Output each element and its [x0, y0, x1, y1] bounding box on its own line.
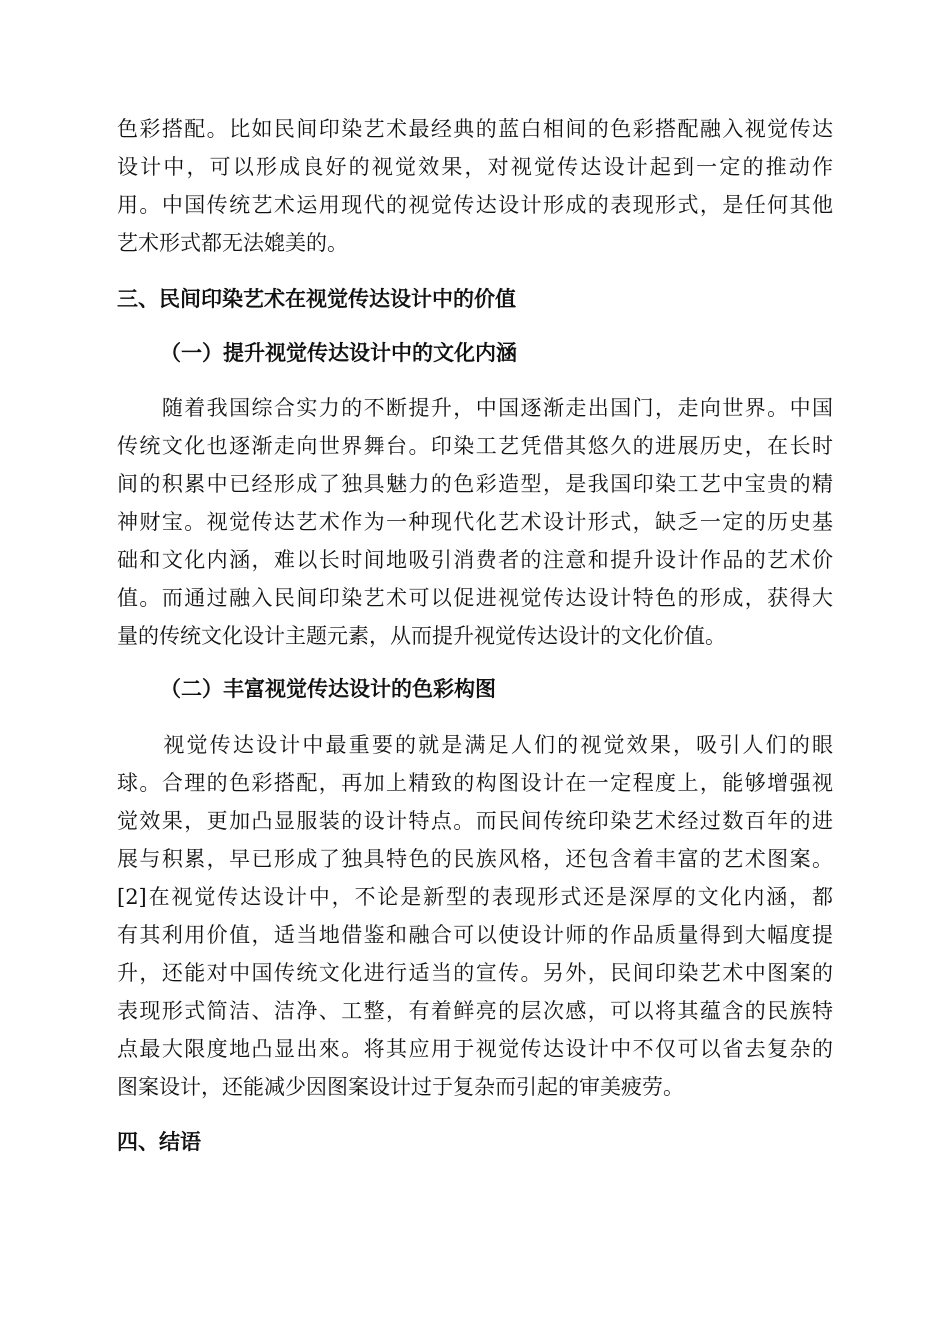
text-line: 展与积累，早已形成了独具特色的民族风格，还包含着丰富的艺术图案。 — [117, 847, 833, 871]
section-heading-3: 三、民间印染艺术在视觉传达设计中的价值 — [117, 287, 516, 311]
text-line: 视觉传达设计中最重要的就是满足人们的视觉效果，吸引人们的眼 — [117, 733, 833, 757]
text-line: 间的积累中已经形成了独具魅力的色彩造型，是我国印染工艺中宝贵的精 — [117, 472, 833, 496]
text-line: 艺术形式都无法媲美的。 — [117, 231, 348, 255]
text-line: 值。而通过融入民间印染艺术可以促进视觉传达设计特色的形成，获得大 — [117, 586, 833, 610]
text-line: 觉效果，更加凸显服装的设计特点。而民间传统印染艺术经过数百年的进 — [117, 809, 833, 833]
subsection-heading-2: （二）丰富视觉传达设计的色彩构图 — [160, 676, 496, 701]
text-line: 设计中，可以形成良好的视觉效果，对视觉传达设计起到一定的推动作 — [117, 155, 833, 179]
text-line: 神财宝。视觉传达艺术作为一种现代化艺术设计形式，缺乏一定的历史基 — [117, 510, 833, 534]
paragraph-color-composition — [117, 726, 833, 1106]
text-line: 随着我国综合实力的不断提升，中国逐渐走出国门，走向世界。中国 — [117, 396, 833, 420]
text-line: 用。中国传统艺术运用现代的视觉传达设计形成的表现形式，是任何其他 — [117, 193, 833, 217]
text-line: 色彩搭配。比如民间印染艺术最经典的蓝白相间的色彩搭配融入视觉传达 — [117, 117, 833, 141]
text-line: 有其利用价值，适当地借鉴和融合可以使设计师的作品质量得到大幅度提 — [117, 923, 833, 947]
paragraph-culture — [117, 389, 833, 655]
paragraph-continuation — [117, 110, 833, 262]
text-line: 升，还能对中国传统文化进行适当的宣传。另外，民间印染艺术中图案的 — [117, 961, 833, 985]
section-heading-4: 四、结语 — [117, 1130, 201, 1154]
text-line: 量的传统文化设计主题元素，从而提升视觉传达设计的文化价值。 — [117, 624, 726, 648]
text-line: 传统文化也逐渐走向世界舞台。印染工艺凭借其悠久的进展历史，在长时 — [117, 434, 833, 458]
text-line: 表现形式简洁、洁净、工整，有着鲜亮的层次感，可以将其蕴含的民族特 — [117, 999, 833, 1023]
text-line: 础和文化内涵，难以长时间地吸引消费者的注意和提升设计作品的艺术价 — [117, 548, 833, 572]
text-line: 球。合理的色彩搭配，再加上精致的构图设计在一定程度上，能够增强视 — [117, 771, 833, 795]
text-line: [2]在视觉传达设计中，不论是新型的表现形式还是深厚的文化内涵，都 — [117, 885, 833, 909]
subsection-heading-1: （一）提升视觉传达设计中的文化内涵 — [160, 340, 517, 365]
text-line: 图案设计，还能减少因图案设计过于复杂而引起的审美疲劳。 — [117, 1075, 684, 1099]
text-line: 点最大限度地凸显出來。将其应用于视觉传达设计中不仅可以省去复杂的 — [117, 1037, 833, 1061]
